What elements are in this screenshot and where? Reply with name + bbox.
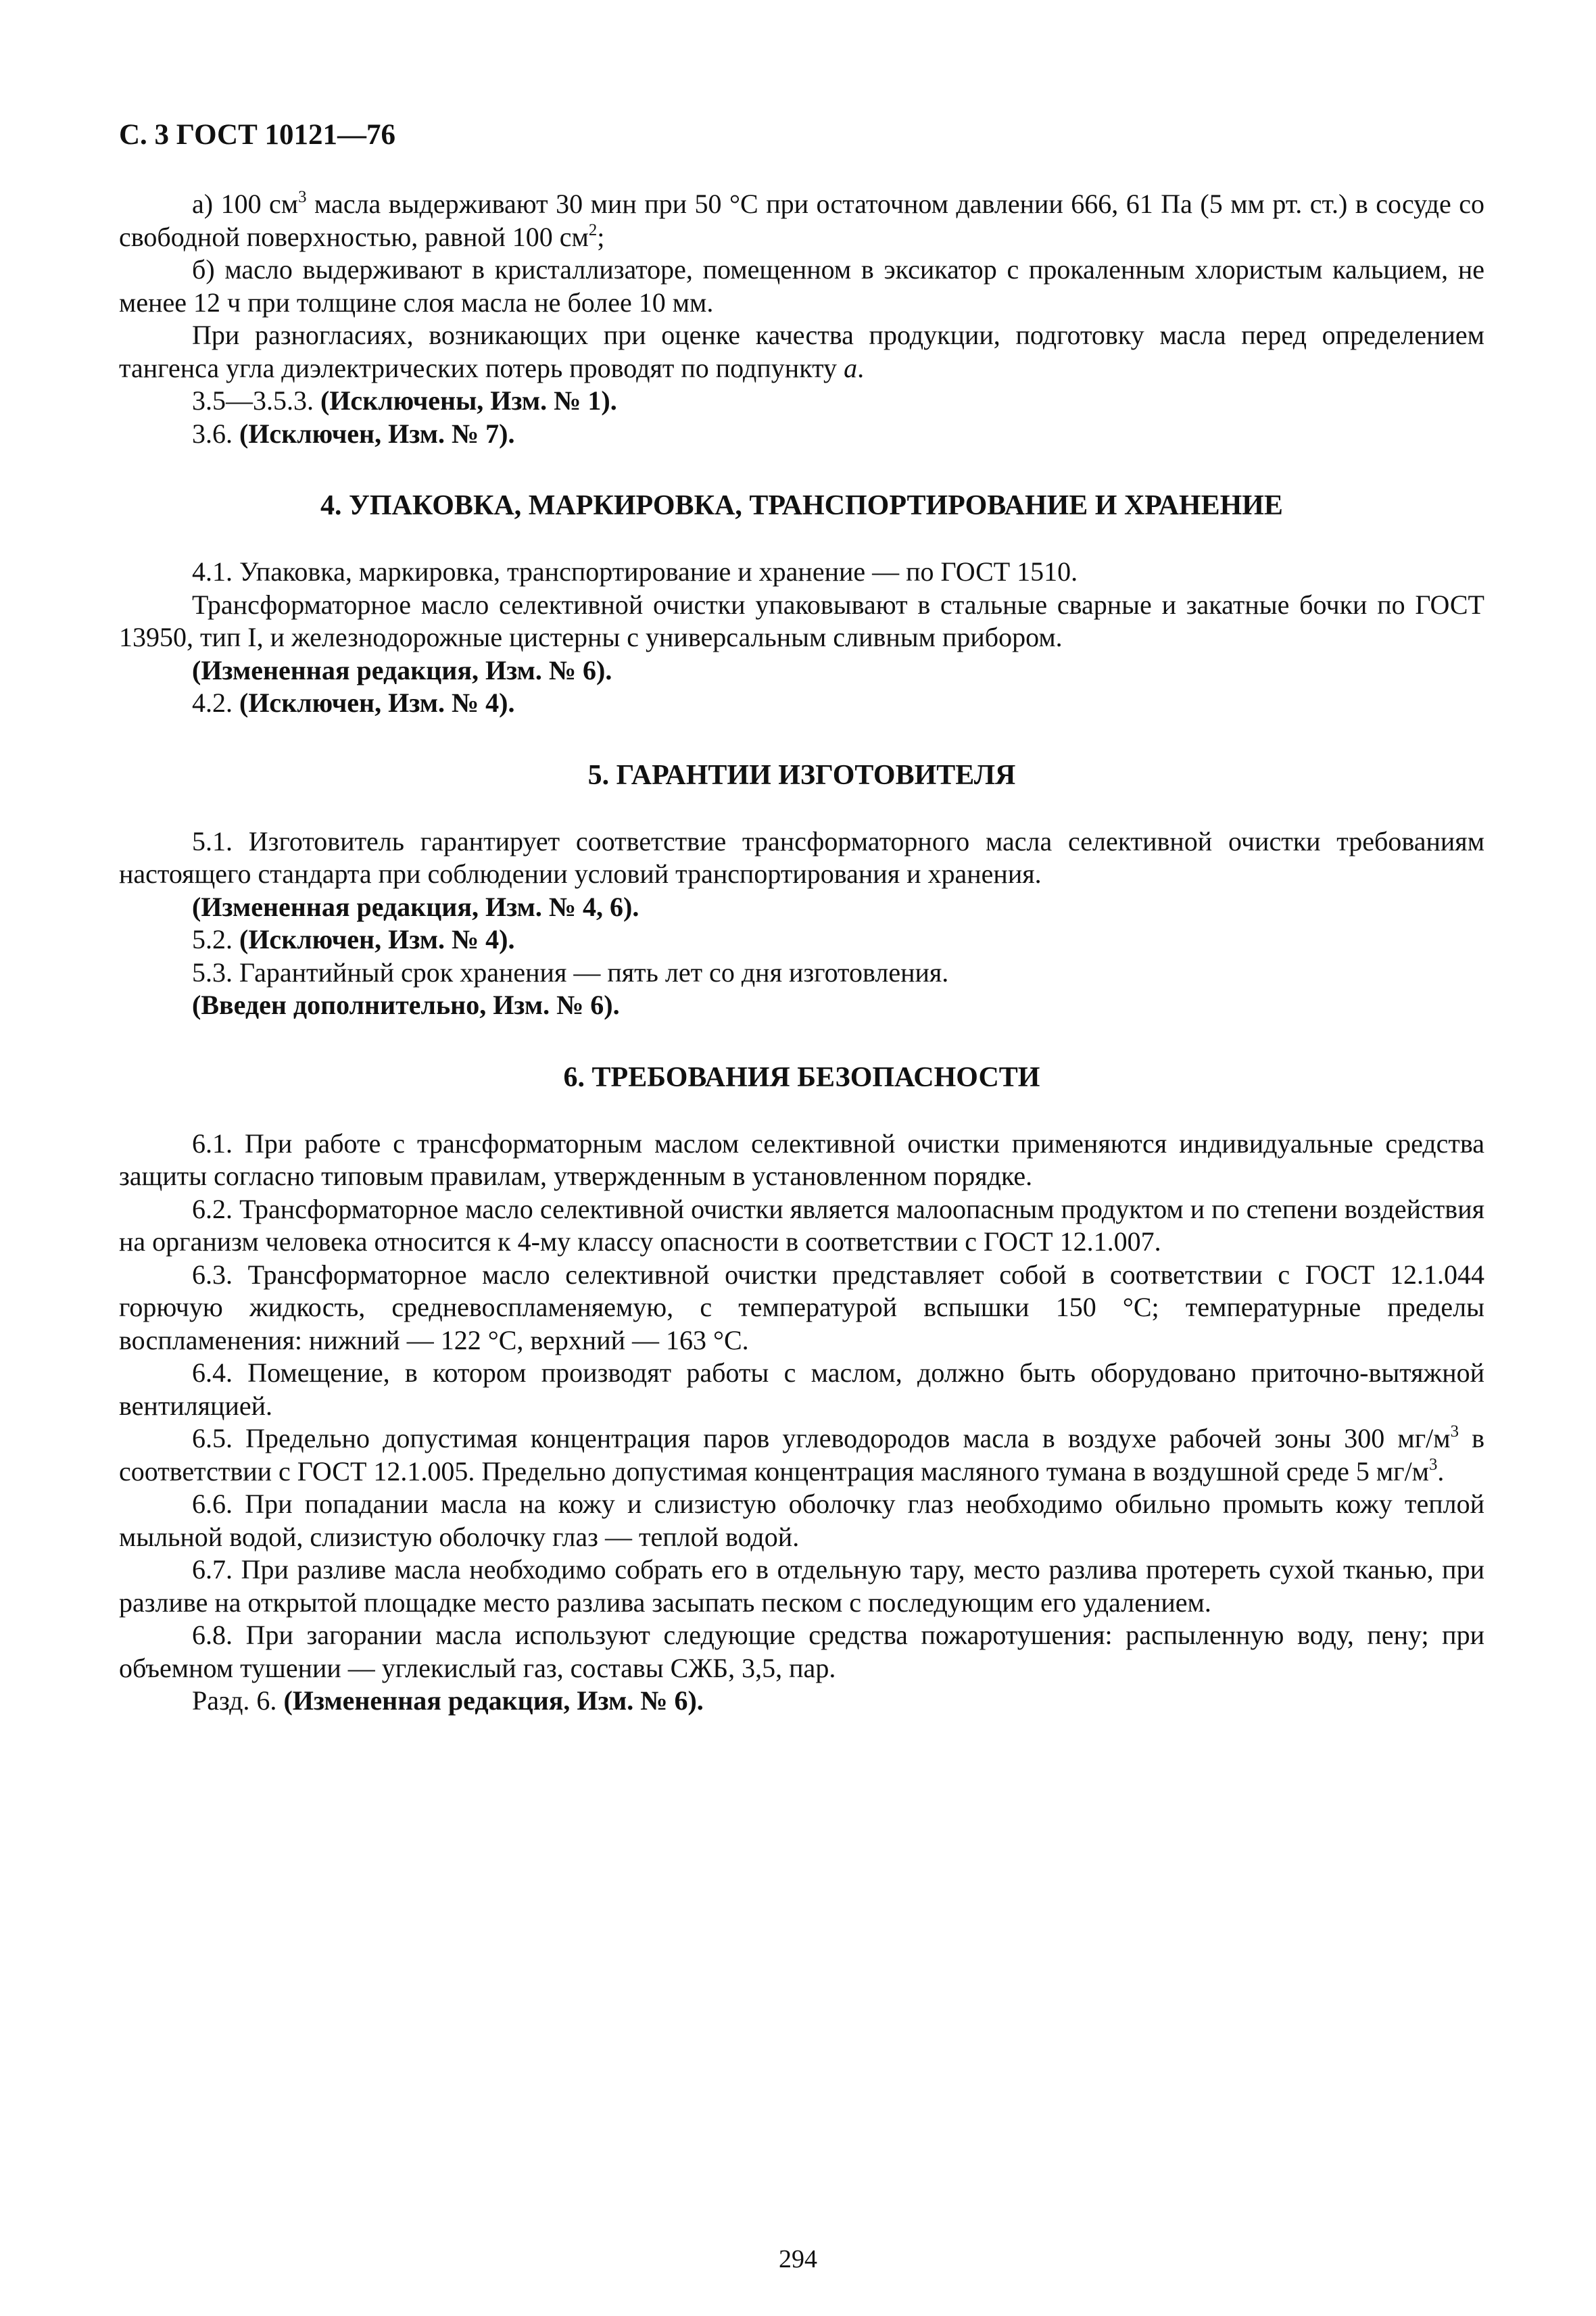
paragraph-6-2: 6.2. Трансформаторное масло селективной очистки является малоопасным продуктом и по степени воздействия на организм человека относится к 4-му классу опасности в соответствии с ГОСТ 12.1.007. [119, 1193, 1484, 1257]
amendment-note: (Введен дополнительно, Изм. № 6). [192, 990, 620, 1020]
paragraph-6-5: 6.5. Предельно допустимая концентрация паров углеводородов масла в воздухе рабочей зоны 300 $мг/м^3$ в соответствии с ГОСТ 12.1.005. Предельно допустимая концентрация масляного тумана в воздушной среде 5 $мг/м^3$. [119, 1422, 1484, 1487]
amendment-note: (Исключен, Изм. № 7). [239, 418, 515, 449]
paragraph-6-6: 6.6. При попадании масла на кожу и слизистую оболочку глаз необходимо обильно промыть кожу теплой мыльной водой, слизистую оболочку глаз — теплой водой. [119, 1489, 1484, 1552]
paragraph-5-1: 5.1. Изготовитель гарантирует соответствие трансформаторного масла селективной очистки требованиям настоящего стандарта при соблюдении условий транспортирования и хранения. [119, 825, 1484, 889]
section-6-title: 6. ТРЕБОВАНИЯ БЕЗОПАСНОСТИ [563, 1061, 1040, 1093]
amendment-note: (Исключен, Изм. № 4). [239, 687, 515, 718]
paragraph-6-8: 6.8. При загорании масла используют следующие средства пожаротушения: распыленную воду, пену; при объемном тушении — углекислый газ, составы СЖБ, 3,5, пар. [119, 1620, 1484, 1683]
paragraph-4-1-packaging: Трансформаторное масло селективной очистки упаковывают в стальные сварные и закатные бочки по ГОСТ 13950, тип I, и железнодорожные цистерны с универсальным сливным прибором. [119, 589, 1484, 652]
paragraph-3-4-b: б) масло выдерживают в кристаллизаторе, помещенном в эксикатор с прокаленным хлористым кальцием, не менее 12 ч при толщине слоя масла не более 10 мм. [119, 254, 1484, 318]
page-header: С. 3 ГОСТ 10121—76 [119, 119, 396, 151]
paragraph-3-6: 3.6. (Исключен, Изм. № 7). [192, 418, 515, 449]
paragraph-6-7: 6.7. При разливе масла необходимо собрать его в отдельную тару, место разлива протереть сухой тканью, при разливе на открытой площадке место разлива засыпать песком с последующим его удалением. [119, 1554, 1484, 1618]
amendment-note: (Измененная редакция, Изм. № 4, 6). [192, 891, 639, 922]
paragraph-3-4-a: а) 100 $см^3$ масла выдерживают 30 мин при 50 °С при остаточном давлении 666, 61 Па (5 мм рт. ст.) в сосуде со свободной поверхностью, равной 100 $см^2$; [119, 187, 1485, 252]
paragraph-6-4: 6.4. Помещение, в котором производят работы с маслом, должно быть оборудовано приточно-вытяжной вентиляцией. [119, 1357, 1484, 1421]
amendment-note: (Измененная редакция, Изм. № 6). [283, 1685, 704, 1716]
paragraph-5-3: 5.3. Гарантийный срок хранения — пять лет со дня изготовления. [192, 957, 949, 988]
document-page [119, 115, 1484, 1718]
amendment-note: (Исключен, Изм. № 4). [239, 924, 515, 955]
amendment-note: (Исключены, Изм. № 1). [320, 385, 617, 416]
paragraph-4-1: 4.1. Упаковка, маркировка, транспортирование и хранение — по ГОСТ 1510. [192, 556, 1078, 587]
section-4-title: 4. УПАКОВКА, МАРКИРОВКА, ТРАНСПОРТИРОВАНИЕ И ХРАНЕНИЕ [320, 490, 1283, 521]
page-number: 294 [779, 2245, 817, 2273]
paragraph-dispute: При разногласиях, возникающих при оценке качества продукции, подготовку масла перед определением тангенса угла диэлектрических потерь проводят по подпункту а. [119, 320, 1484, 383]
paragraph-4-2: 4.2. (Исключен, Изм. № 4). [192, 687, 515, 718]
paragraph-section-6-amendment: Разд. 6. (Измененная редакция, Изм. № 6). [192, 1685, 704, 1716]
paragraph-3-5: 3.5—3.5.3. (Исключены, Изм. № 1). [192, 385, 617, 416]
amendment-note: (Измененная редакция, Изм. № 6). [192, 654, 612, 685]
section-5-title: 5. ГАРАНТИИ ИЗГОТОВИТЕЛЯ [587, 759, 1016, 791]
paragraph-6-3: 6.3. Трансформаторное масло селективной очистки представляет собой в соответствии с ГОСТ 12.1.044 горючую жидкость, средневоспламеняемую, с температурой вспышки 150 °С; температурные пределы воспламенения: нижний — 122 °С, верхний — 163 °С. [119, 1259, 1484, 1355]
paragraph-6-1: 6.1. При работе с трансформаторным маслом селективной очистки применяются индивидуальные средства защиты согласно типовым правилам, утвержденным в установленном порядке. [119, 1128, 1484, 1191]
paragraph-5-2: 5.2. (Исключен, Изм. № 4). [192, 924, 515, 955]
